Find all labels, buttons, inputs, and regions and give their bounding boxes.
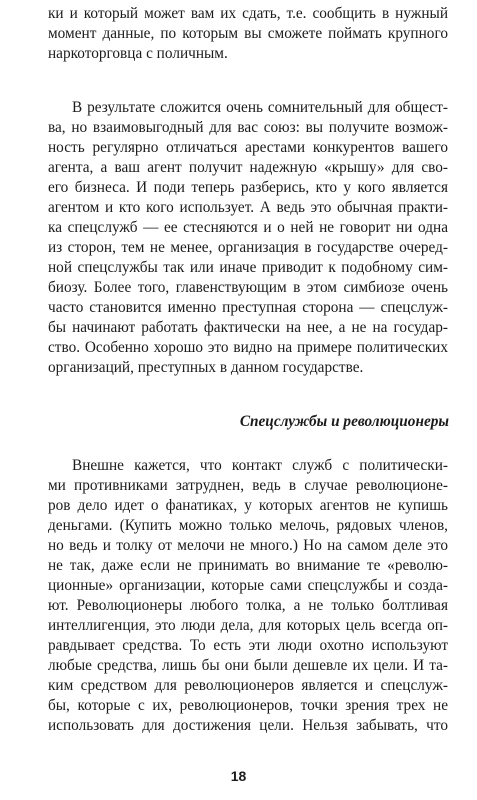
- text-line: агентом и кто кого использует. А ведь это обычная практи-: [48, 199, 448, 216]
- text-line: ство. Особенно хорошо это видно на примере политических: [48, 339, 448, 356]
- text-line: ционные» организации, которые сами спецслужбы и созда-: [48, 577, 448, 594]
- text-line: ким средством для революционеров является и спецслуж-: [48, 677, 448, 694]
- text-line: В результате сложится очень сомнительный для общест-: [72, 99, 448, 116]
- text-line: агента, а ваш агент получит надежную «крышу» для сво-: [48, 159, 448, 176]
- text-line: часто становится именно преступная сторона — спецслуж-: [48, 299, 448, 316]
- text-line: ют. Революционеры любого толка, а не только болтливая: [48, 597, 448, 614]
- text-line: биозу. Более того, главенствующим в этом симбиозе очень: [48, 279, 448, 296]
- text-line: любые средства, лишь бы они были дешевле их цели. И та-: [48, 657, 448, 674]
- page-number: 18: [230, 768, 247, 784]
- text-line: ров дело идет о фанатиках, у которых агентов не купишь: [48, 497, 448, 514]
- text-line: бы, которые с их, революционеров, точки зрения трех не: [48, 697, 448, 714]
- text-line: из сторон, тем не менее, организация в государстве очеред-: [48, 239, 448, 256]
- text-line: момент данные, по которым вы сможете поймать крупного: [48, 25, 448, 42]
- text-line: ва, но взаимовыгодный для вас союз: вы получите возмож-: [48, 119, 448, 136]
- text-line: бы начинают работать фактически на нее, а не на государ-: [48, 319, 448, 336]
- text-line: наркоторговца с поличным.: [48, 45, 228, 62]
- text-line: Внешне кажется, что контакт служб с политически-: [72, 457, 448, 474]
- text-line: ки и который может вам их сдать, т.е. сообщить в нужный: [48, 5, 448, 22]
- text-line: деньгами. (Купить можно только мелочь, рядовых членов,: [48, 517, 448, 534]
- paragraph-continuation: [48, 4, 448, 64]
- text-line: его бизнеса. И поди теперь разберись, кто у кого является: [48, 179, 448, 196]
- text-line: ка спецслужб — ее стесняются и о ней не говорит ни одна: [48, 219, 448, 236]
- text-line: организаций, преступных в данном государстве.: [48, 359, 364, 376]
- section-heading: Спецслужбы и революционеры: [239, 413, 449, 430]
- text-line: интеллигенция, это люди дела, для которых цель всегда оп-: [48, 617, 448, 634]
- paragraph-revolutionaries: [48, 456, 448, 736]
- text-line: ми противниками затруднен, ведь в случае революционе-: [48, 477, 448, 494]
- text-line: не так, даже если не принимать во внимание те «револю-: [48, 557, 448, 574]
- text-line: использовать для достижения цели. Нельзя забывать, что: [48, 717, 448, 734]
- text-line: ной спецслужбы так или иначе приводит к подобному сим-: [48, 259, 448, 276]
- paragraph-symbiosis: [48, 98, 448, 378]
- text-line: равдывает средства. То есть эти люди охотно используют: [48, 637, 448, 654]
- text-line: но ведь и толку от мелочи не много.) Но на самом деле это: [48, 537, 448, 554]
- text-line: ность регулярно отличаться арестами конкурентов вашего: [48, 139, 448, 156]
